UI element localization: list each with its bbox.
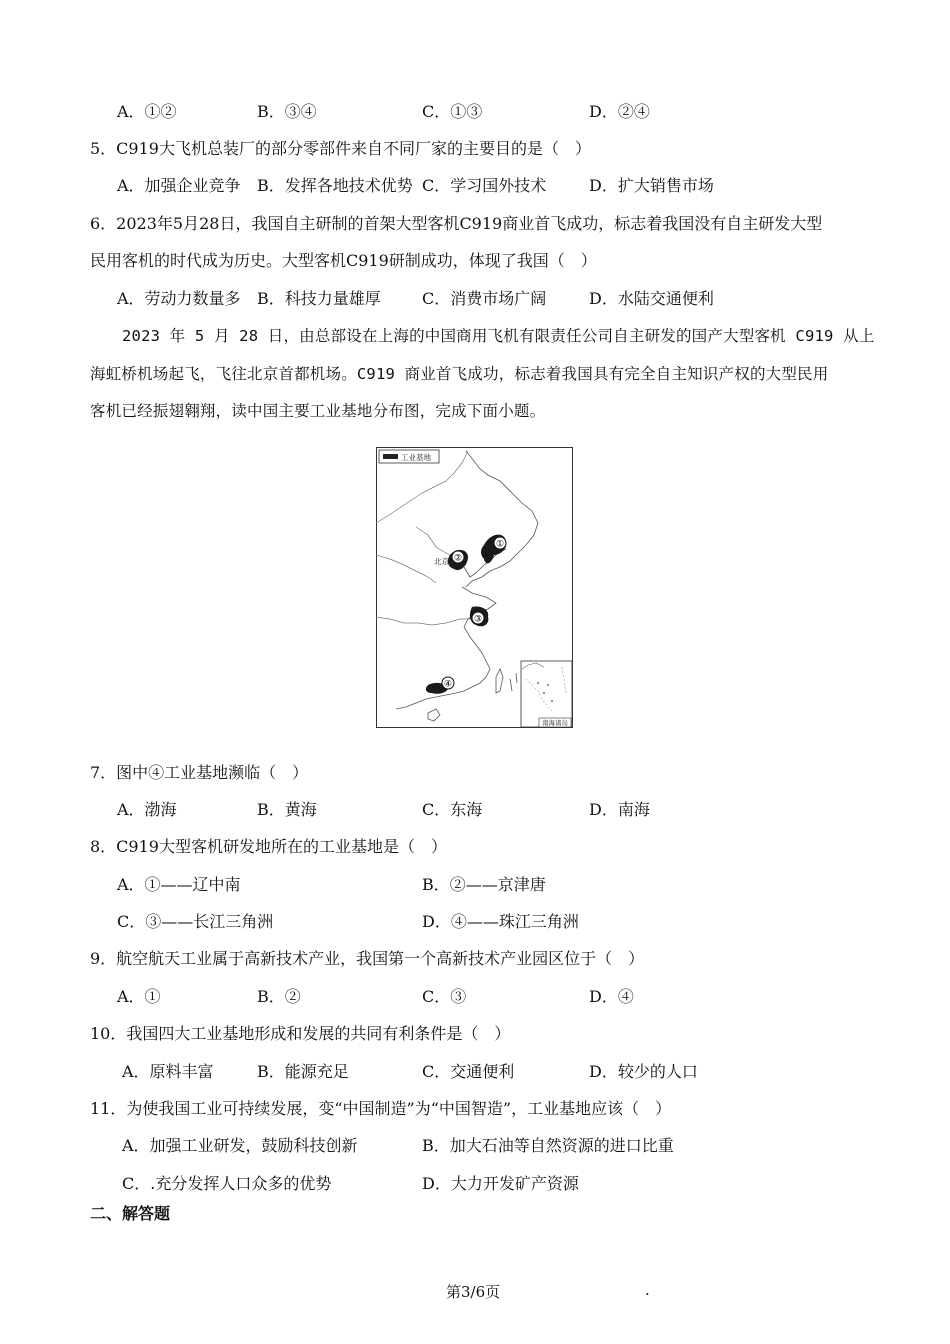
q8-option-a: A．①——辽中南 — [117, 875, 241, 894]
q11-stem: 11．为使我国工业可持续发展，变“中国制造”为“中国智造”，工业基地应该（ ） — [90, 1099, 672, 1118]
passage-line3: 客机已经振翅翱翔，读中国主要工业基地分布图，完成下面小题。 — [90, 402, 546, 420]
q6-option-d: D．水陆交通便利 — [589, 289, 714, 308]
q9-option-c: C．③ — [422, 987, 467, 1006]
q9-option-b: B．② — [257, 987, 301, 1006]
marker-3: ③ — [473, 614, 483, 625]
inset-label: 南海诸岛 — [542, 719, 568, 727]
q8-option-d: D．④——珠江三角洲 — [422, 912, 579, 931]
q5-option-c: C．学习国外技术 — [422, 176, 547, 195]
q7-stem: 7．图中④工业基地濒临（ ） — [90, 763, 309, 782]
q4-option-b: B．③④ — [257, 102, 317, 121]
q10-option-a: A．原料丰富 — [122, 1062, 214, 1081]
q8-stem: 8．C919大型客机研发地所在的工业基地是（ ） — [90, 837, 447, 856]
q10-option-c: C．交通便利 — [422, 1062, 515, 1081]
q6-option-b: B．科技力量雄厚 — [257, 289, 381, 308]
q5-option-d: D．扩大销售市场 — [589, 176, 714, 195]
q5-stem: 5．C919大飞机总装厂的部分零部件来自不同厂家的主要目的是（ ） — [90, 139, 591, 158]
q6-stem-line1: 6．2023年5月28日，我国自主研制的首架大型客机C919商业首飞成功，标志着我国没有自主研发大型 — [90, 214, 823, 233]
q6-option-a: A．劳动力数量多 — [117, 289, 241, 308]
q4-option-c: C．①③ — [422, 102, 483, 121]
q11-option-c: C．.充分发挥人口众多的优势 — [122, 1174, 332, 1193]
marker-4: ④ — [443, 679, 453, 690]
passage-line1: 2023 年 5 月 28 日，由总部设在上海的中国商用飞机有限责任公司自主研发的国产大型客机 C919 从上 — [122, 327, 875, 345]
q10-option-b: B．能源充足 — [257, 1062, 349, 1081]
industrial-base-map — [376, 447, 573, 728]
q5-option-b: B．发挥各地技术优势 — [257, 176, 413, 195]
q7-option-d: D．南海 — [589, 800, 650, 819]
q7-option-c: C．东海 — [422, 800, 483, 819]
q11-option-b: B．加大石油等自然资源的进口比重 — [422, 1136, 674, 1155]
legend-label: 工业基地 — [401, 453, 431, 462]
beijing-label: 北京 — [434, 557, 449, 566]
q9-stem: 9．航空航天工业属于高新技术产业，我国第一个高新技术产业园区位于（ ） — [90, 949, 645, 968]
q10-option-d: D．较少的人口 — [589, 1062, 698, 1081]
q5-option-a: A．加强企业竞争 — [117, 176, 241, 195]
q8-option-c: C．③——长江三角洲 — [117, 912, 274, 931]
page-number: 第3/6页 — [446, 1283, 501, 1301]
q9-option-d: D．④ — [589, 987, 634, 1006]
q6-stem-line2: 民用客机的时代成为历史。大型客机C919研制成功，体现了我国（ ） — [90, 251, 597, 270]
marker-2: ② — [453, 553, 463, 564]
q11-option-a: A．加强工业研发，鼓励科技创新 — [122, 1136, 358, 1155]
q8-option-b: B．②——京津唐 — [422, 875, 546, 894]
q7-option-a: A．渤海 — [117, 800, 177, 819]
q7-option-b: B．黄海 — [257, 800, 317, 819]
passage-line2: 海虹桥机场起飞，飞往北京首都机场。C919 商业首飞成功，标志着我国具有完全自主知识产权的大型民用 — [90, 365, 829, 383]
section-heading: 二、解答题 — [90, 1204, 171, 1223]
marker-1: ① — [495, 539, 505, 550]
q6-option-c: C．消费市场广阔 — [422, 289, 547, 308]
q9-option-a: A．① — [117, 987, 161, 1006]
q10-stem: 10．我国四大工业基地形成和发展的共同有利条件是（ ） — [90, 1024, 511, 1043]
q4-option-d: D．②④ — [589, 102, 650, 121]
legend-swatch — [383, 454, 398, 459]
q4-option-a: A．①② — [117, 102, 177, 121]
q11-option-d: D．大力开发矿产资源 — [422, 1174, 579, 1193]
footer-dot: . — [645, 1281, 650, 1299]
south-china-sea-inset — [521, 661, 572, 727]
